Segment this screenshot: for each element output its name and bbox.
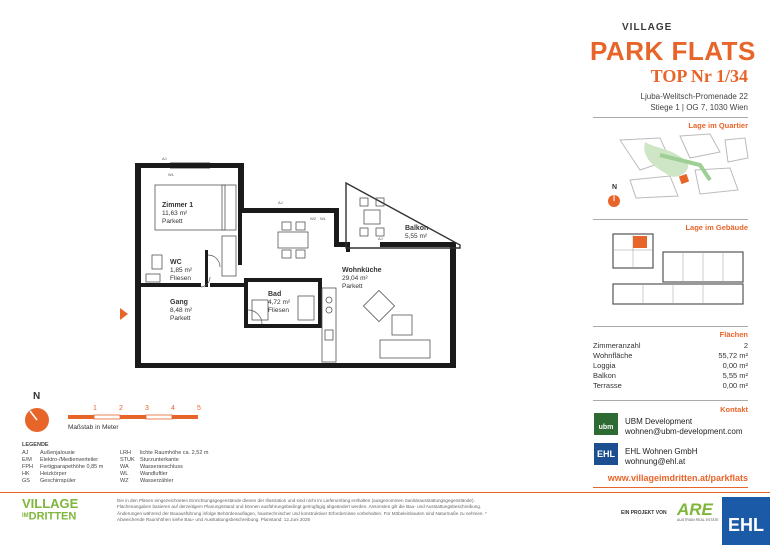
brand-park-flats: PARK FLATS xyxy=(590,36,756,66)
contact-ubm xyxy=(625,417,743,437)
contact-name: UBM Development xyxy=(625,417,693,426)
room-name: Zimmer 1 xyxy=(162,202,194,209)
village-logo-dritten: IMDRITTEN xyxy=(22,510,77,523)
entrance-arrow-icon xyxy=(120,308,128,320)
area-value: 5,55 m² xyxy=(722,371,748,380)
area-value: 2 xyxy=(743,341,748,350)
divider xyxy=(593,400,748,401)
are-logo-sub: AUSTRIAN REAL ESTATE xyxy=(677,518,719,522)
area-row xyxy=(593,351,748,361)
room-area: 11,63 m² xyxy=(162,210,188,217)
unit-number: TOP Nr 1/34 xyxy=(650,66,748,86)
contact-ehl xyxy=(625,447,697,467)
area-label: Balkon xyxy=(593,371,616,380)
area-table xyxy=(593,341,748,391)
legend-item: WA Wasseranschluss xyxy=(120,464,183,470)
legend-item: HK Heizkörper xyxy=(22,471,67,477)
balcony-furniture xyxy=(360,198,384,236)
room-zimmer1 xyxy=(162,202,193,226)
wardrobe xyxy=(222,236,236,276)
brand-village: VILLAGE xyxy=(622,22,673,33)
doors xyxy=(201,255,262,324)
area-label: Terrasse xyxy=(593,381,622,390)
divider xyxy=(593,326,748,327)
ubm-logo: ubm xyxy=(594,413,618,435)
contact-name: EHL Wohnen GmbH xyxy=(625,447,698,456)
kitchen xyxy=(322,288,336,362)
north-label-small: N xyxy=(612,184,618,191)
room-area: 5,55 m² xyxy=(405,233,428,240)
legend-item: GS Geschirrspüler xyxy=(22,478,76,484)
legend-item: WL Wandluftler xyxy=(120,471,168,477)
room-floor: Parkett xyxy=(162,218,183,225)
room-bad xyxy=(268,291,290,315)
wl-label: WL xyxy=(168,172,174,177)
room-balkon xyxy=(405,225,428,241)
legend-item: AJ Außenjalousie xyxy=(22,450,75,456)
windows xyxy=(170,163,453,350)
area-label: Zimmeranzahl xyxy=(593,341,641,350)
room-name: Wohnküche xyxy=(342,267,382,274)
dining-furniture xyxy=(278,222,308,258)
area-row xyxy=(593,381,748,391)
aj-label: AJ xyxy=(378,236,383,241)
quartier-map xyxy=(600,130,750,202)
room-area: 4,72 m² xyxy=(268,299,291,306)
contact-email[interactable]: wohnen@ubm-development.com xyxy=(625,427,743,436)
address-street: Ljuba-Welitsch-Promenade 22 xyxy=(640,92,748,101)
section-quartier: Lage im Quartier xyxy=(688,121,748,130)
area-value: 55,72 m² xyxy=(718,351,748,360)
room-floor: Fliesen xyxy=(170,275,191,282)
disclaimer: Die in den Plänen eingezeichneten Einrichtungsgegenstände dienen der Illustration und sind nicht im Lieferumfang enthalten (ausgenommen Sanitärausstattungsgegenstände). Flächenangaben basieren auf derzeitigem Planungsstand und können ausführungsbedingt geringfügig abgeändert werden. Ansonsten gilt die Bau- und Ausstattungsbeschreibung. Änderungen während der Bauausführung infolge Behördenauflagen, haustechnischer und konstruktiver Erfordernisse vorbehalten. Für Möbeleinbauten sind Naturmaße zu nehmen. * Abweichende Raumhöhen siehe Bau- und Ausstattungsbeschreibung. Planstand: 12.Juni 2025 xyxy=(117,498,487,522)
legend-left xyxy=(22,450,112,485)
legend-item: E/M Elektro-/Medienverteiler xyxy=(22,457,99,463)
area-label: Loggia xyxy=(593,361,616,370)
ein-projekt-von: EIN PROJEKT VON xyxy=(621,510,667,516)
compass-small-icon xyxy=(606,193,622,209)
north-label: N xyxy=(33,391,41,402)
area-value: 0,00 m² xyxy=(722,381,748,390)
area-label: Wohnfläche xyxy=(593,351,633,360)
village-logo-text: VILLAGE xyxy=(22,496,79,511)
compass-icon xyxy=(22,405,52,435)
legend-item: WZ Wasserzähler xyxy=(120,478,174,484)
room-name: Gang xyxy=(170,299,188,306)
address xyxy=(600,91,748,113)
legend-item: FPH Fertigparapethöhe 0,85 m xyxy=(22,464,104,470)
village-logo xyxy=(22,497,78,523)
legend-item: STUK Sturzunterkante xyxy=(120,457,179,463)
legend-title: LEGENDE xyxy=(22,442,49,448)
aj-label: AJ xyxy=(278,200,283,205)
room-name: Bad xyxy=(268,291,282,298)
legend-item: LRH lichte Raumhöhe ca. 2,52 m xyxy=(120,450,209,456)
room-area: 1,85 m² xyxy=(170,267,193,274)
floor-plan xyxy=(110,150,480,375)
room-floor: Parkett xyxy=(342,283,363,290)
wl-label: WL xyxy=(320,216,326,221)
divider xyxy=(593,487,748,488)
scale-tick: 1 xyxy=(93,405,97,412)
section-kontakt: Kontakt xyxy=(720,405,748,414)
area-row xyxy=(593,361,748,371)
wc-fixtures xyxy=(146,255,162,282)
area-row xyxy=(593,341,748,351)
section-flaechen: Flächen xyxy=(719,330,748,339)
area-value: 0,00 m² xyxy=(722,361,748,370)
ehl-logo: EHL xyxy=(722,497,770,545)
building-plan xyxy=(603,232,753,312)
scale-tick: 5 xyxy=(197,405,201,412)
scale-label: Maßstab in Meter xyxy=(68,424,119,431)
wz-label: WZ xyxy=(310,216,317,221)
address-stair: Stiege 1 | OG 7, 1030 Wien xyxy=(650,103,748,112)
unit-highlight xyxy=(633,236,647,248)
scale-tick: 2 xyxy=(119,405,123,412)
contact-email[interactable]: wohnung@ehl.at xyxy=(625,457,686,466)
aj-label: AJ xyxy=(162,156,167,161)
room-wc xyxy=(170,259,192,283)
room-name: WC xyxy=(170,259,182,266)
scale-tick: 3 xyxy=(145,405,149,412)
room-name: Balkon xyxy=(405,225,429,232)
website-link[interactable]: www.villageimdritten.at/parkflats xyxy=(607,473,748,483)
room-floor: Parkett xyxy=(170,315,191,322)
area-row xyxy=(593,371,748,381)
room-area: 29,04 m² xyxy=(342,275,368,282)
section-gebaeude: Lage im Gebäude xyxy=(685,223,748,232)
room-gang xyxy=(170,299,192,323)
living-furniture xyxy=(363,290,430,358)
room-area: 8,48 m² xyxy=(170,307,193,314)
legend-right xyxy=(120,450,230,485)
scale-tick: 4 xyxy=(171,405,175,412)
balcony-outline xyxy=(346,183,460,248)
room-wohnkueche xyxy=(342,267,382,291)
footer-divider xyxy=(0,492,770,493)
are-logo: ARE xyxy=(677,500,713,519)
divider xyxy=(593,219,748,220)
ehl-logo-small: EHL xyxy=(594,443,618,465)
divider xyxy=(593,117,748,118)
scale-bar xyxy=(68,414,208,422)
room-floor: Fliesen xyxy=(268,307,289,314)
